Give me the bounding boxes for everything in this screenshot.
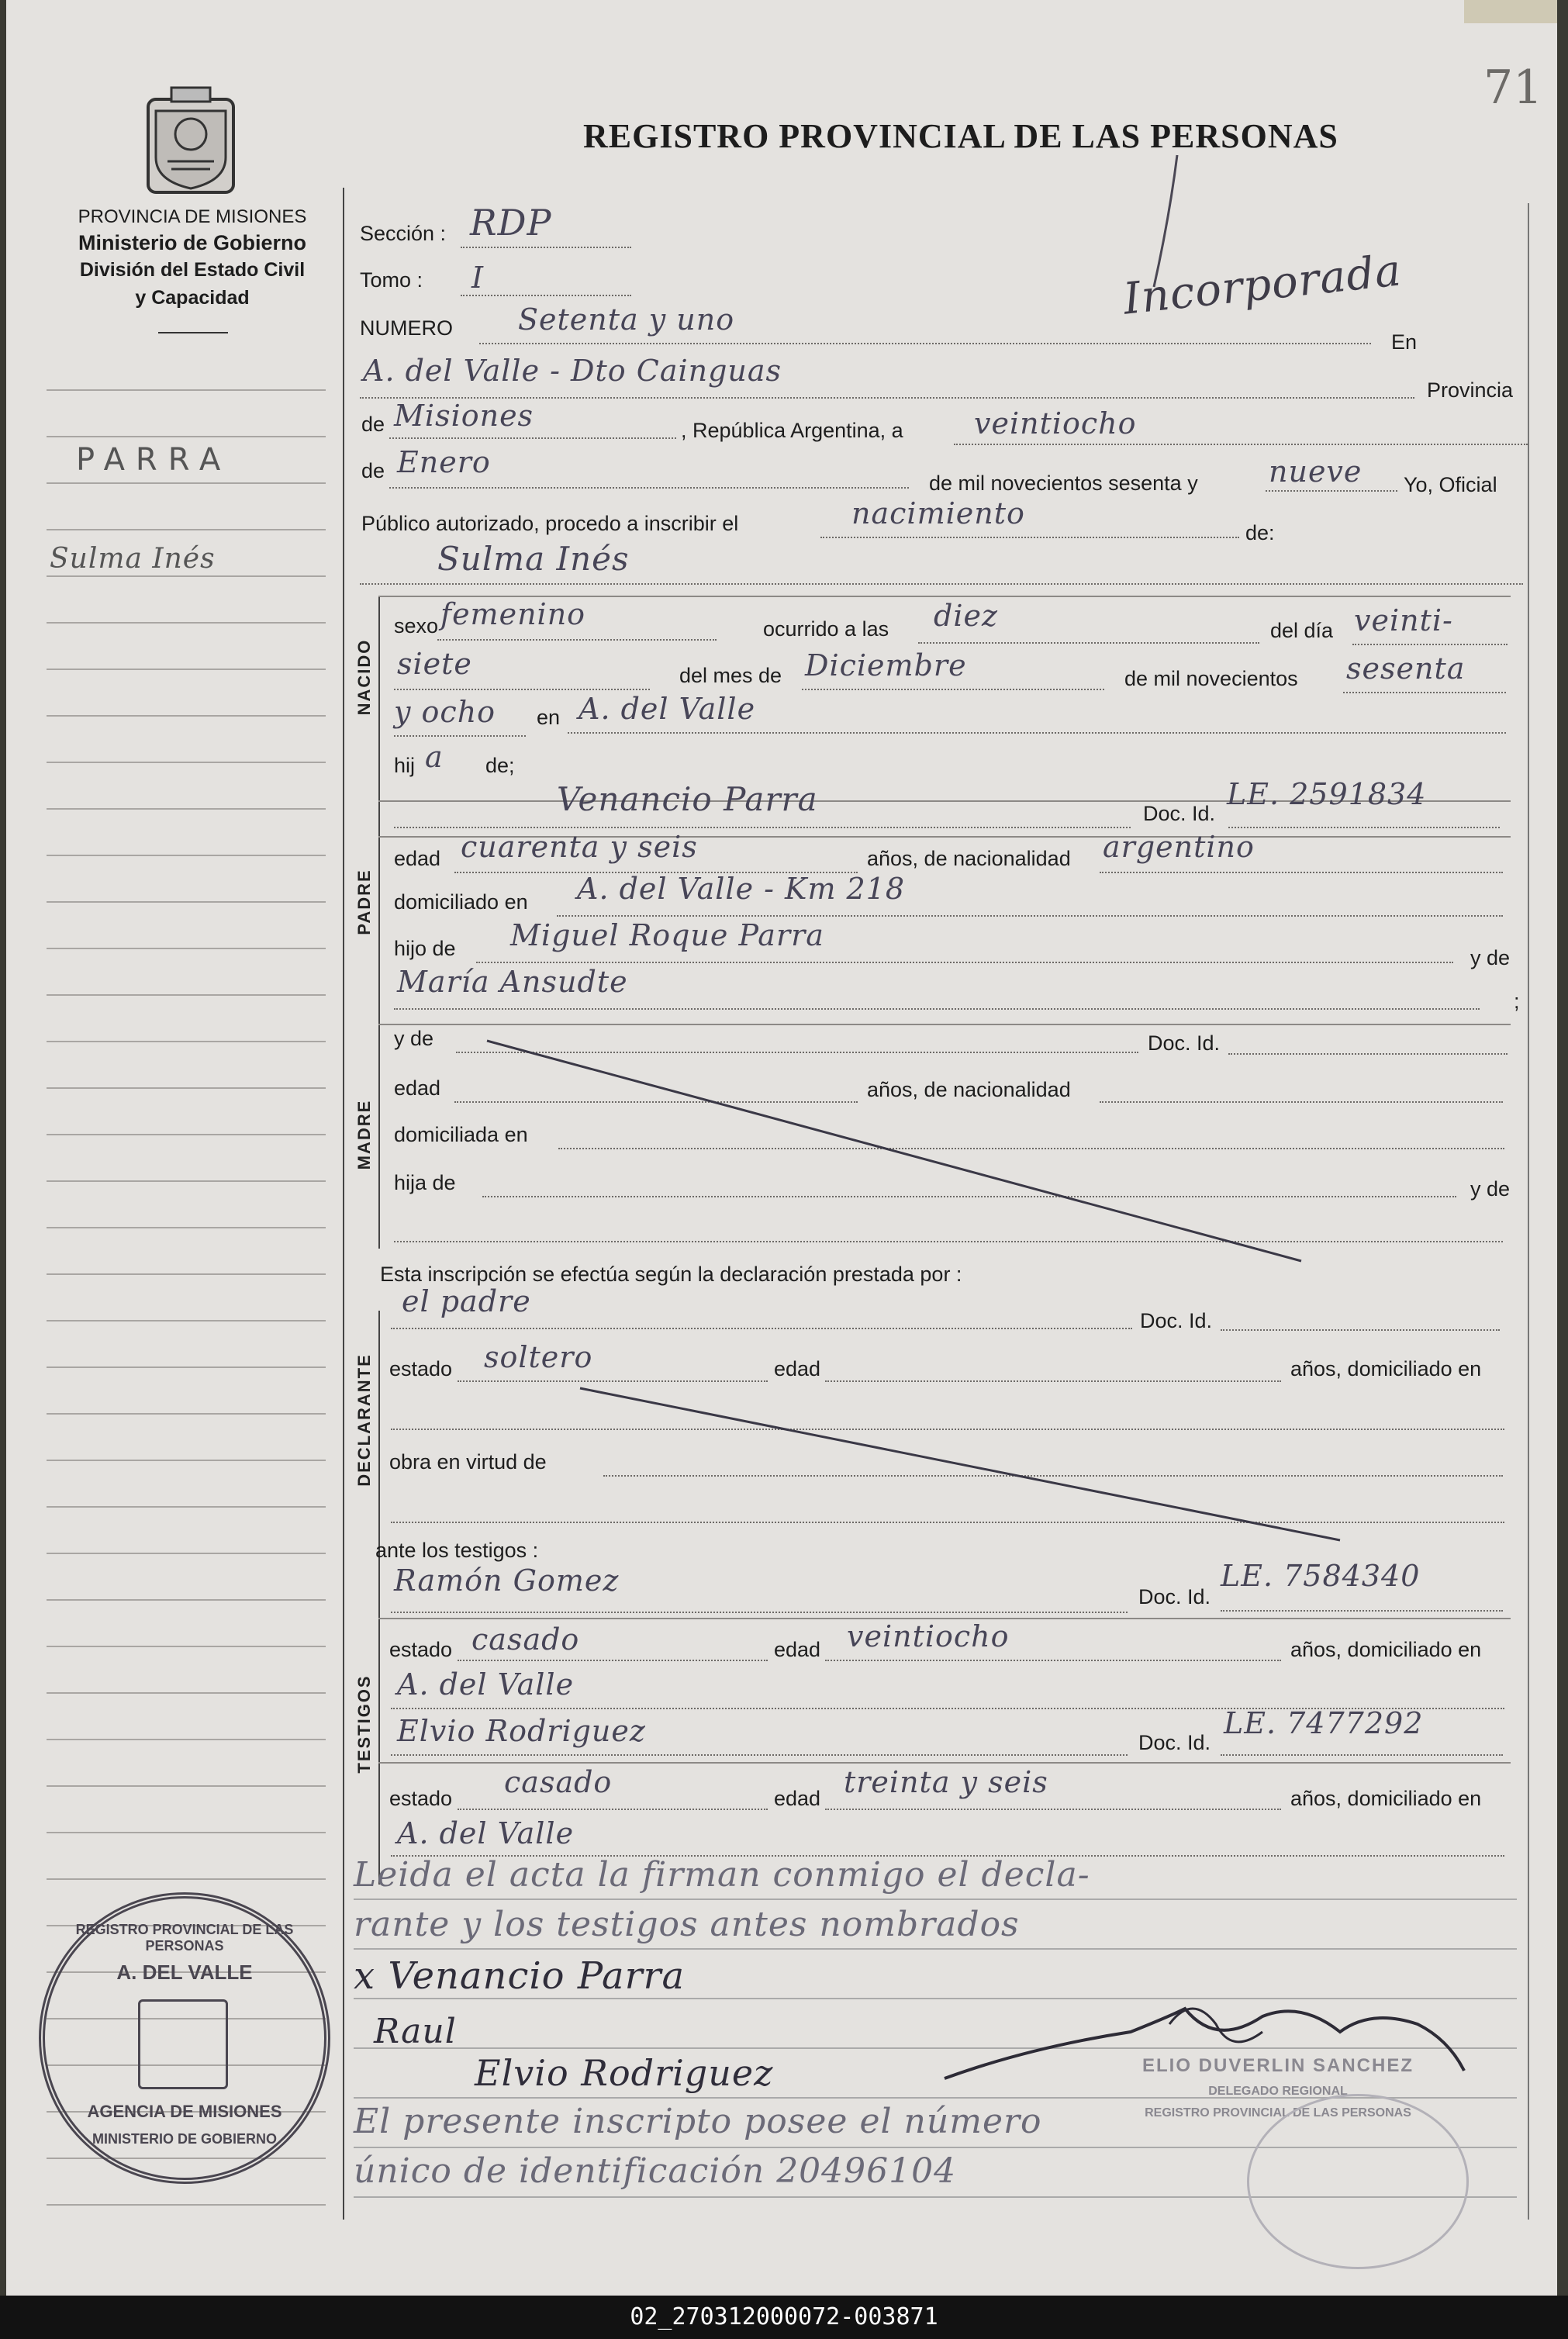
label-madre-domicilio: domiciliada en — [394, 1123, 528, 1146]
label-en-lugar: en — [537, 706, 561, 729]
label-semicolon: ; — [1514, 990, 1520, 1013]
label-republica: , República Argentina, a — [681, 419, 903, 442]
cross-out-madre — [487, 1041, 1301, 1261]
section-label-testigos: TESTIGOS — [354, 1674, 374, 1774]
field-acto: nacimiento — [851, 496, 1025, 530]
field-testigo2-edad: treinta y seis — [844, 1765, 1048, 1799]
field-padre-dom: A. del Valle - Km 218 — [577, 872, 906, 906]
field-declarante-estado: soltero — [484, 1340, 593, 1374]
field-mes-acta: Enero — [397, 445, 491, 479]
field-testigo2-doc: LE. 7477292 — [1224, 1706, 1424, 1740]
stamp-top-text: REGISTRO PROVINCIAL DE LAS PERSONAS — [75, 1922, 294, 1954]
field-dia-nac-1: veinti- — [1354, 603, 1453, 637]
label-en: En — [1391, 330, 1418, 354]
field-anio-nac-1: sesenta — [1346, 651, 1466, 686]
field-padre-hijo-de: Miguel Roque Parra — [510, 918, 824, 952]
field-anio-acta: nueve — [1269, 454, 1363, 489]
field-sexo: femenino — [440, 597, 586, 631]
field-padre-nombre: Venancio Parra — [557, 780, 818, 818]
label-ocurrido: ocurrido a las — [763, 617, 889, 641]
field-numero: Setenta y uno — [518, 302, 735, 337]
label-padre-edad: edad — [394, 847, 441, 870]
label-testigo2-estado: estado — [389, 1787, 453, 1810]
header-division: División del Estado Civil — [79, 259, 306, 281]
closing-text-2: rante y los testigos antes nombrados — [354, 1905, 1020, 1944]
stamp-right-name: ELIO DUVERLIN SANCHEZ — [1141, 2055, 1414, 2076]
label-madre-edad: edad — [394, 1076, 441, 1100]
section-label-declarante: DECLARANTE — [354, 1353, 374, 1487]
field-testigo1-edad: veintiocho — [847, 1619, 1010, 1653]
label-tomo: Tomo : — [360, 268, 423, 292]
document-page — [6, 0, 1557, 2296]
field-testigo2-estado: casado — [504, 1765, 613, 1799]
label-ante-testigos: ante los testigos : — [375, 1539, 539, 1562]
field-testigo2-dom: A. del Valle — [397, 1816, 575, 1850]
field-anio-nac-2: y ocho — [394, 695, 496, 729]
field-tomo: I — [471, 261, 485, 295]
signature-testigo1: Raul — [374, 2012, 457, 2051]
note-text-2: único de identificación 20496104 — [354, 2151, 957, 2191]
section-label-nacido: NACIDO — [354, 638, 374, 716]
header-ministry: Ministerio de Gobierno — [78, 231, 307, 254]
margin-surname: PARRA — [76, 442, 232, 478]
field-lugar: A. del Valle - Dto Cainguas — [363, 354, 782, 388]
signature-testigo2: Elvio Rodriguez — [475, 2052, 774, 2094]
field-lugar-nac: A. del Valle — [579, 692, 756, 726]
label-provincia: Provincia — [1427, 378, 1514, 402]
stamp-ministry: MINISTERIO DE GOBIERNO — [92, 2131, 278, 2147]
image-id-bar — [0, 2296, 1568, 2339]
label-testigo2-edad: edad — [774, 1787, 821, 1810]
label-mil-novecientos-sesenta: de mil novecientos sesenta y — [929, 472, 1198, 495]
header-capacity: y Capacidad — [135, 287, 250, 309]
margin-given-names: Sulma Inés — [50, 543, 216, 575]
field-nombre: Sulma Inés — [437, 540, 630, 578]
label-declarante-doc: Doc. Id. — [1140, 1309, 1213, 1332]
label-seccion: Sección : — [360, 222, 447, 245]
label-padre-doc: Doc. Id. — [1143, 802, 1216, 825]
label-del-mes: del mes de — [679, 664, 782, 687]
field-declarante: el padre — [402, 1284, 531, 1318]
label-mil-novecientos: de mil novecientos — [1124, 667, 1298, 690]
label-testigo1-doc: Doc. Id. — [1138, 1585, 1211, 1608]
field-testigo1-dom: A. del Valle — [397, 1667, 575, 1702]
field-padre-y-de: María Ansudte — [397, 965, 628, 999]
field-mes-nac: Diciembre — [805, 648, 967, 682]
field-dia-nac-2: siete — [397, 647, 472, 681]
label-padre-y-de: y de — [1470, 946, 1511, 969]
label-testigo2-domicilio: años, domiciliado en — [1290, 1787, 1482, 1810]
label-sexo: sexo — [394, 614, 439, 637]
label-inscripcion: Esta inscripción se efectúa según la declaración prestada por : — [380, 1263, 962, 1286]
page-title: REGISTRO PROVINCIAL DE LAS PERSONAS — [583, 117, 1338, 155]
stamp-right-role2: REGISTRO PROVINCIAL DE LAS PERSONAS — [1145, 2106, 1411, 2120]
field-provincia: Misiones — [394, 399, 534, 433]
header-province: PROVINCIA DE MISIONES — [78, 206, 307, 227]
label-hij: hij — [394, 754, 416, 777]
label-publico: Público autorizado, procedo a inscribir el — [361, 512, 739, 535]
annotation-incorporada: Incorporada — [1121, 245, 1404, 325]
label-declarante-edad: edad — [774, 1357, 821, 1380]
label-numero: NUMERO — [360, 316, 453, 340]
label-madre-doc: Doc. Id. — [1148, 1031, 1221, 1055]
field-padre-doc: LE. 2591834 — [1227, 777, 1427, 811]
label-testigo2-doc: Doc. Id. — [1138, 1731, 1211, 1754]
field-hora: diez — [934, 599, 998, 633]
label-testigo1-domicilio: años, domiciliado en — [1290, 1638, 1482, 1661]
note-text-1: El presente inscripto posee el número — [354, 2102, 1042, 2141]
label-madre-hija-de: hija de — [394, 1171, 456, 1194]
label-testigo1-edad: edad — [774, 1638, 821, 1661]
section-label-madre: MADRE — [354, 1099, 374, 1170]
field-padre-edad: cuarenta y seis — [461, 830, 698, 864]
label-declarante-estado: estado — [389, 1357, 453, 1380]
stamp-bottom-text: AGENCIA DE MISIONES — [87, 2102, 282, 2121]
label-yo-oficial: Yo, Oficial — [1404, 473, 1497, 496]
label-de-1: de — [361, 413, 385, 436]
field-padre-nac: argentino — [1103, 830, 1255, 864]
page-number: 71 — [1483, 60, 1543, 115]
label-madre-nacionalidad: años, de nacionalidad — [867, 1078, 1071, 1101]
label-padre-domicilio: domiciliado en — [394, 890, 528, 914]
label-testigo1-estado: estado — [389, 1638, 453, 1661]
label-de-3: de: — [1245, 521, 1275, 544]
label-obra: obra en virtud de — [389, 1450, 547, 1474]
cross-out-declarante — [580, 1388, 1340, 1540]
label-madre-y-de: y de — [394, 1027, 434, 1050]
section-label-padre: PADRE — [354, 869, 374, 935]
stamp-right-role1: DELEGADO REGIONAL — [1208, 2085, 1348, 2098]
field-hij-suffix: a — [425, 740, 444, 774]
label-madre-y-de-2: y de — [1470, 1177, 1511, 1201]
label-del-dia: del día — [1270, 619, 1334, 642]
image-id: 02_270312000072-003871 — [630, 2303, 938, 2330]
closing-text-1: Leida el acta la firman conmigo el decla- — [354, 1855, 1090, 1895]
label-de-2: de — [361, 459, 385, 482]
label-de-semi: de; — [485, 754, 515, 777]
field-seccion: RDP — [470, 202, 552, 244]
signature-padre: x Venancio Parra — [354, 1954, 686, 1998]
field-testigo1-doc: LE. 7584340 — [1221, 1559, 1421, 1593]
label-padre-nacionalidad: años, de nacionalidad — [867, 847, 1071, 870]
field-dia-acta: veintiocho — [974, 406, 1137, 441]
label-declarante-domicilio: años, domiciliado en — [1290, 1357, 1482, 1380]
stamp-place: A. DEL VALLE — [116, 1961, 253, 1984]
field-testigo2: Elvio Rodriguez — [397, 1714, 646, 1748]
field-testigo1-estado: casado — [471, 1622, 580, 1657]
field-testigo1: Ramón Gomez — [394, 1563, 620, 1598]
label-padre-hijo-de: hijo de — [394, 937, 456, 960]
